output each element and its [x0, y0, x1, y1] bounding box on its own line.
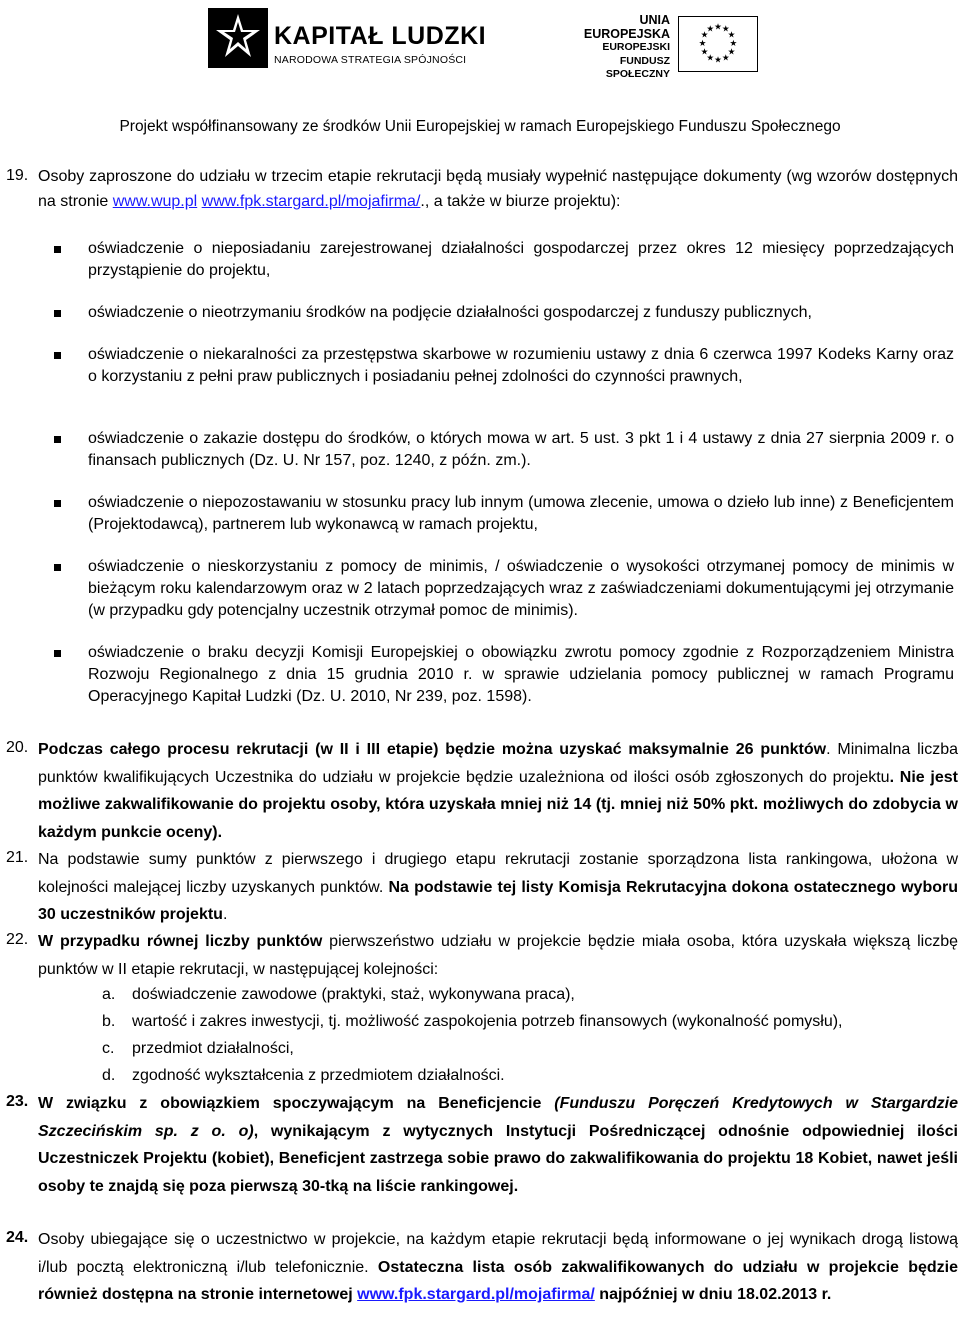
- paragraph-24-text: [38, 1226, 958, 1309]
- bullet-text: oświadczenie o niekaralności za przestępstwa skarbowe w rozumieniu ustawy z dnia 6 czerwca 1997 Kodeks Karny oraz o korzystaniu z pełni praw publicznych i posiadaniu pełnej zdolności do czynności prawnych,: [88, 346, 954, 385]
- square-bullet-icon: [54, 436, 61, 443]
- svg-text:★: ★: [721, 24, 730, 35]
- sub-marker: a.: [102, 986, 116, 1003]
- p24-normal1: Osoby ubiegające się o uczestnictwo w projekcie, na każdym etapie rekrutacji będą informowane o jej wynikach drogą listową i/lub pocztą elektroniczną i/lub telefonicznie.: [38, 1231, 958, 1276]
- fpk-link[interactable]: www.fpk.stargard.pl/mojafirma/: [201, 193, 421, 210]
- wup-link[interactable]: www.wup.pl: [112, 193, 198, 210]
- p19-text-a: Osoby zaproszone do udziału w trzecim etapie rekrutacji będą musiały wypełnić następujące dokumenty (wg wzorów dostępnych na stronie: [38, 168, 958, 210]
- p22-normal1: pierwszeństwo udziału w projekcie będzie miała osoba, która uzyskała większą liczbę punktów w II etapie rekrutacji, w następującej kolejności:: [38, 933, 959, 978]
- p20-dot: .: [826, 741, 831, 758]
- project-cofinancing-line: Projekt współfinansowany ze środków Unii Europejskiej w ramach Europejskiego Funduszu Społecznego: [119, 118, 841, 135]
- p21-bold1: Na podstawie tej listy Komisja Rekrutacyjna dokona ostatecznego wyboru 30 uczestników projektu: [38, 878, 959, 923]
- sub-text: doświadczenie zawodowe (praktyki, staż, wykonywana praca),: [132, 986, 575, 1003]
- bullet-text: oświadczenie o zakazie dostępu do środków, o których mowa w art. 5 ust. 3 pkt 1 i 4 ustawy z dnia 27 sierpnia 2009 r. o finansach publicznych (Dz. U. Nr 157, poz. 1240, z późn. zm.).: [88, 430, 954, 469]
- p20-normal1: Minimalna liczba punktów kwalifikujących Uczestnika do udziału w projekcie będzie uzależniona od ilości osób zgłoszonych do projektu: [38, 741, 958, 786]
- paragraph-number: 19.: [6, 167, 29, 184]
- eu-line1: UNIA EUROPEJSKA: [583, 13, 670, 41]
- p24-bold2: najpóźniej w dniu 18.02.2013 r.: [594, 1286, 832, 1303]
- sub-text: wartość i zakres inwestycji, tj. możliwość zaspokojenia potrzeb finansowych (wykonalność pomysłu),: [132, 1013, 843, 1030]
- eu-line3: FUNDUSZ SPOŁECZNY: [605, 54, 670, 80]
- square-bullet-icon: [54, 310, 61, 317]
- p22-bold1: W przypadku równej liczby punktów: [38, 933, 323, 950]
- p20-bold2: . Nie jest możliwe zakwalifikowanie do projektu osoby, która uzyskała mniej niż 14 (tj. mniej niż 50% pkt. możliwych do zdobycia w każdym punkcie oceny).: [38, 768, 959, 841]
- bullet-text: oświadczenie o nieposiadaniu zarejestrowanej działalności gospodarczej przez okres 12 miesięcy poprzedzających przystąpienie do projektu,: [88, 240, 954, 279]
- svg-text:★: ★: [700, 47, 709, 58]
- eu-flag-icon: [678, 16, 758, 72]
- bullet-text: oświadczenie o nieskorzystaniu z pomocy de minimis, / oświadczenie o wysokości otrzymanej pomocy de minimis w bieżącym roku kalendarzowym oraz w 2 latach poprzedzających wraz z zaświadczeniami dokumentującymi jej otrzymanie (w przypadku gdy potencjalny uczestnik otrzymał pomoc de minimis).: [88, 558, 954, 619]
- eu-line2: EUROPEJSKI: [602, 41, 670, 53]
- paragraph-number: 22.: [6, 931, 29, 948]
- paragraph-22-text: [38, 928, 958, 983]
- kl-title: KAPITAŁ LUDZKI: [274, 22, 487, 50]
- paragraph-20-text: [38, 736, 958, 846]
- svg-text:★: ★: [721, 53, 730, 64]
- paragraph-21-text: [38, 846, 958, 929]
- paragraph-number: 24.: [6, 1229, 29, 1246]
- sub-text: przedmiot działalności,: [132, 1040, 294, 1057]
- bullet-text: oświadczenie o braku decyzji Komisji Europejskiej o obowiązku zwrotu pomocy zgodnie z Rozporządzeniem Ministra Rozwoju Regionalnego z dnia 15 grudnia 2010 r. w sprawie udzielania pomocy publicznej w ramach Programu Operacyjnego Kapitał Ludzki (Dz. U. 2010, Nr 239, poz. 1598).: [88, 644, 954, 705]
- p19-text-b: ., a także w biurze projektu):: [420, 193, 621, 210]
- svg-text:★: ★: [698, 38, 707, 49]
- square-bullet-icon: [54, 650, 61, 657]
- svg-text:★: ★: [706, 24, 715, 35]
- p21-normal2: .: [222, 906, 228, 923]
- p23-bold2: , wynikającym z wytycznych Instytucji Pośredniczącej odnośnie odpowiedniej ilości Uczestniczek Projektu (kobiet), Beneficjent zastrzega sobie prawo do zakwalifikowania do projektu 18 Kobiet, nawet jeśli osoby te znajdą się poza pierwszą 30-tką na liście rankingowej.: [38, 1122, 959, 1195]
- sub-marker: b.: [102, 1013, 116, 1030]
- paragraph-number: 21.: [6, 849, 29, 866]
- kapital-ludzki-logo: [208, 8, 487, 72]
- kl-subtitle: NARODOWA STRATEGIA SPÓJNOŚCI: [274, 54, 467, 66]
- bullet-text: oświadczenie o nieotrzymaniu środków na podjęcie działalności gospodarczej z funduszy publicznych,: [88, 304, 812, 321]
- svg-text:★: ★: [729, 38, 738, 49]
- paragraph-19-text: [38, 164, 958, 214]
- p23-bolditalic: (Funduszu Poręczeń Kredytowych w Stargardzie Szczecińskim sp. z o. o): [38, 1095, 958, 1140]
- p23-bold1: W związku z obowiązkiem spoczywającym na Beneficjencie: [38, 1095, 555, 1112]
- square-bullet-icon: [54, 246, 61, 253]
- paragraph-number: 20.: [6, 739, 29, 756]
- svg-text:★: ★: [714, 55, 722, 66]
- svg-text:★: ★: [714, 22, 722, 33]
- eu-logo: [556, 12, 766, 80]
- sub-text: zgodność wykształcenia z przedmiotem działalności.: [132, 1067, 505, 1084]
- paragraph-number: 23.: [6, 1093, 29, 1110]
- bullet-text: oświadczenie o niepozostawaniu w stosunku pracy lub innym (umowa zlecenie, umowa o dzieło lub inne) z Beneficjentem (Projektodawcą), partnerem lub wykonawcą w ramach projektu,: [88, 494, 954, 533]
- eu-text: [556, 14, 670, 82]
- fpk-link-2[interactable]: www.fpk.stargard.pl/mojafirma/: [357, 1286, 595, 1303]
- paragraph-23-text: [38, 1090, 958, 1200]
- document-header: [0, 0, 960, 150]
- square-bullet-icon: [54, 352, 61, 359]
- svg-text:★: ★: [700, 30, 709, 41]
- svg-text:★: ★: [727, 47, 736, 58]
- square-bullet-icon: [54, 564, 61, 571]
- svg-text:★: ★: [727, 30, 736, 41]
- p21-normal1: Na podstawie sumy punktów z pierwszego i drugiego etapu rekrutacji zostanie sporządzona lista rankingowa, ułożona w kolejności malejącej liczby uzyskanych punktów.: [38, 851, 958, 896]
- p20-bold1: Podczas całego procesu rekrutacji (w II i III etapie) będzie można uzyskać maksymalnie 26 punktów: [38, 741, 827, 758]
- p24-bold1: Ostateczna lista osób zakwalifikowanych do udziału w projekcie będzie również dostępna na stronie internetowej: [38, 1258, 959, 1303]
- sub-marker: c.: [102, 1040, 115, 1057]
- kapital-ludzki-mark-icon: [208, 8, 268, 68]
- sub-marker: d.: [102, 1067, 116, 1084]
- svg-text:★: ★: [706, 53, 715, 64]
- square-bullet-icon: [54, 500, 61, 507]
